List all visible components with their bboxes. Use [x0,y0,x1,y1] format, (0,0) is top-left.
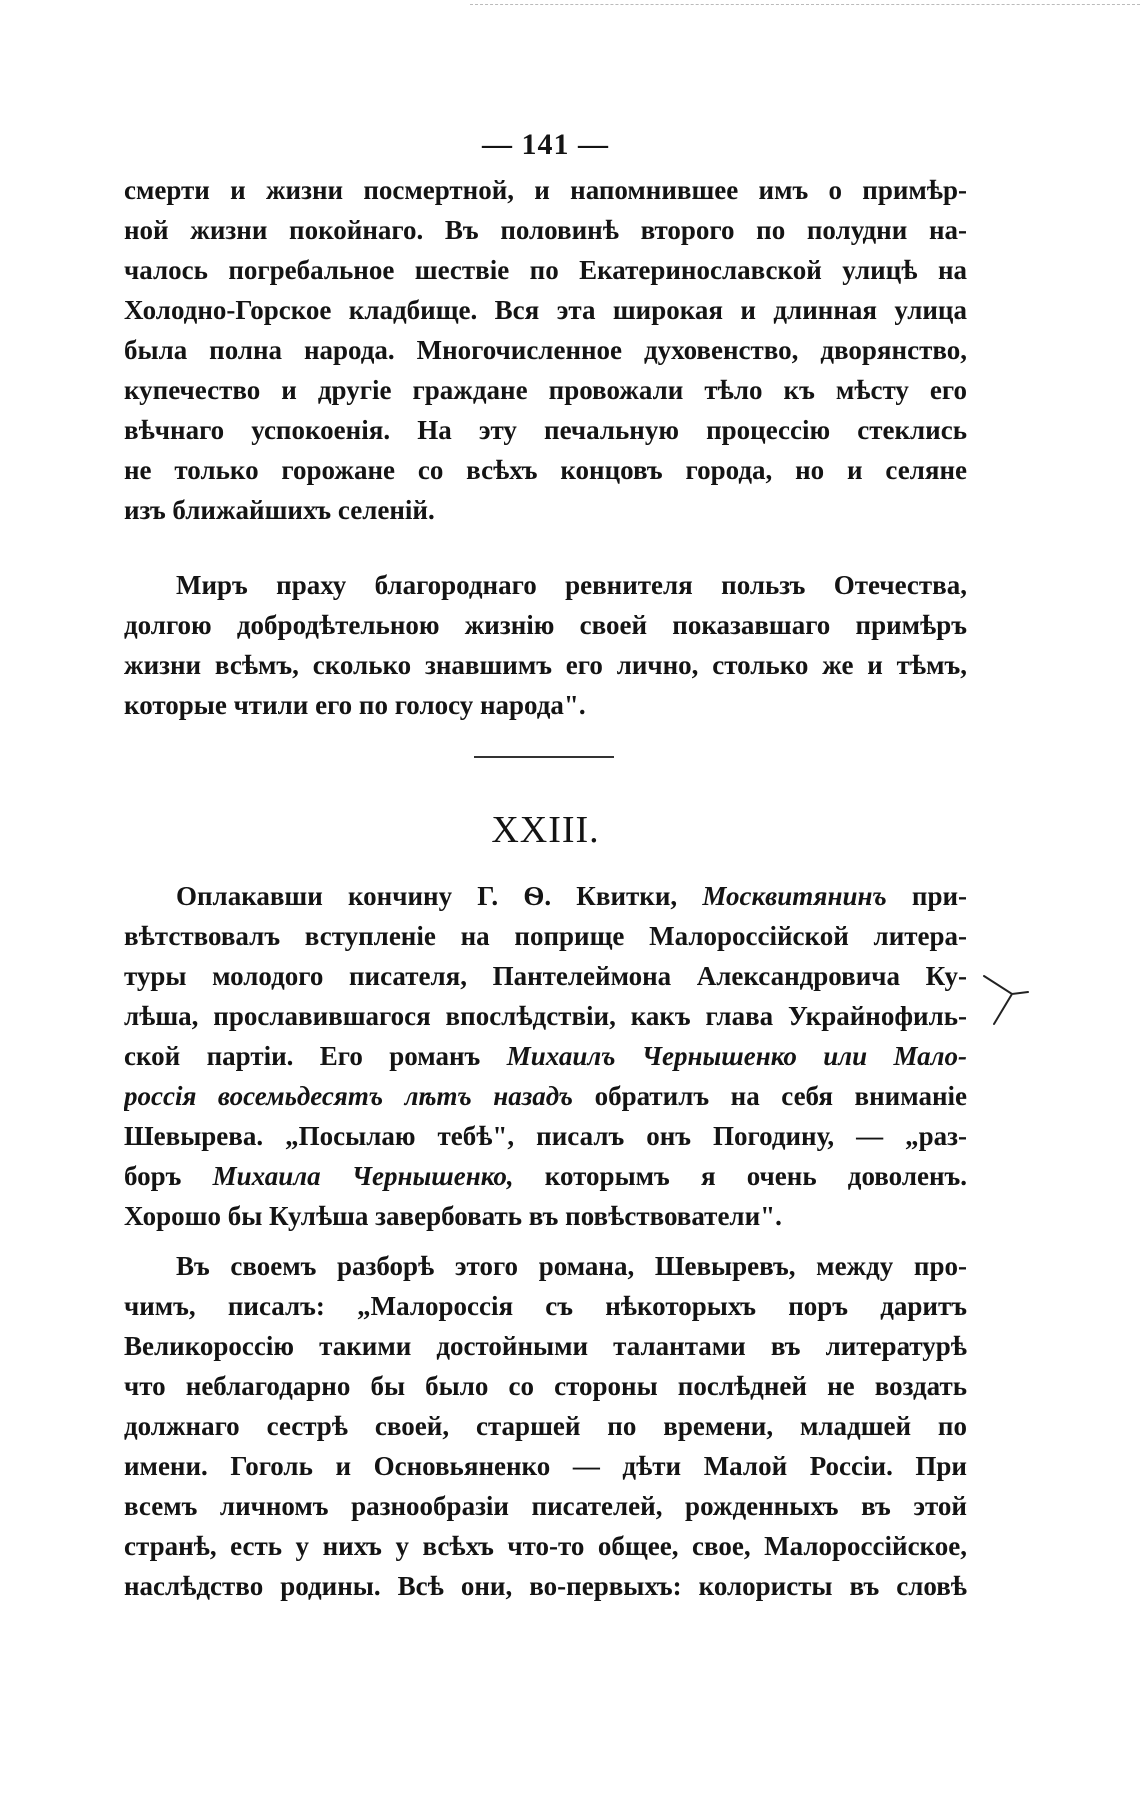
text-run: которымъ я очень доволенъ. [513,1161,967,1191]
text-line: наслѣдство родины. Всѣ они, во-первыхъ: колористы въ словѣ [124,1571,967,1601]
text-line: чимъ, писалъ: „Малороссія съ нѣкоторыхъ поръ даритъ [124,1291,967,1321]
text-line: всемъ личномъ разнообразіи писателей, рожденныхъ въ этой [124,1491,967,1521]
text-line: Миръ праху благороднаго ревнителя пользъ Отечества, [176,570,967,600]
text-line: не только горожане со всѣхъ концовъ города, но и селяне [124,455,967,485]
text-line: изъ ближайшихъ селеній. [124,495,435,525]
italic-title: Михаила Чернышенко, [212,1161,514,1191]
text-line: чалось погребальное шествіе по Екатеринославской улицѣ на [124,255,967,285]
italic-title: Михаилъ Чернышенко или Мало- [506,1041,967,1071]
text-line [124,1076,967,1116]
text-run: боръ [124,1161,213,1191]
text-line: смерти и жизни посмертной, и напомнившее имъ о примѣр- [124,175,967,205]
text-line: которые чтили его по голосу народа". [124,690,586,720]
text-line: лѣша, прославившагося впослѣдствіи, какъ глава Украйнофиль- [124,1001,967,1031]
paragraph-kulish [124,876,967,1236]
text-run: обратилъ на себя вниманіе [573,1081,967,1111]
text-line: должнаго сестрѣ своей, старшей по времени, младшей по [124,1411,967,1441]
margin-pencil-mark-icon [982,972,1030,1028]
text-line [124,876,967,916]
text-run: ской партіи. Его романъ [124,1041,507,1071]
text-line: жизни всѣмъ, сколько знавшимъ его лично, столько же и тѣмъ, [124,650,967,680]
text-line: была полна народа. Многочисленное духовенство, дворянство, [124,335,967,365]
text-run: при- [886,881,967,911]
text-line: ной жизни покойнаго. Въ половинѣ второго по полудни на- [124,215,967,245]
page-number: — 141 — [482,128,609,161]
text-line [124,1036,967,1076]
paragraph-eulogy [124,565,967,725]
text-line: Шевырева. „Посылаю тебѣ", писалъ онъ Погодину, — „раз- [124,1121,967,1151]
book-page [124,0,967,1801]
text-line: Хорошо бы Кулѣша завербовать въ повѣствователи". [124,1201,782,1231]
chapter-heading: XXIII. [491,809,600,851]
section-divider [474,756,614,758]
text-line: вѣчнаго успокоенія. На эту печальную процессію стеклись [124,415,967,445]
text-line: Холодно-Горское кладбище. Вся эта широкая и длинная улица [124,295,967,325]
text-line: Въ своемъ разборѣ этого романа, Шевыревъ, между про- [176,1251,967,1281]
italic-title: Москвитянинъ [702,881,887,911]
italic-title: россія восемьдесятъ лѣтъ назадъ [124,1081,574,1111]
text-line [124,1156,967,1196]
text-line: купечество и другіе граждане провожали тѣло къ мѣсту его [124,375,967,405]
text-line: странѣ, есть у нихъ у всѣхъ что-то общее, свое, Малороссійское, [124,1531,967,1561]
text-line: туры молодого писателя, Пантелеймона Александровича Ку- [124,961,967,991]
text-line: что неблагодарно бы было со стороны послѣдней не воздать [124,1371,967,1401]
paragraph-shevyrev [124,1246,967,1606]
text-run: Оплакавши кончину Г. Ѳ. Квитки, [176,881,703,911]
text-line: долгою добродѣтельною жизнію своей показавшаго примѣръ [124,610,967,640]
paragraph-funeral [124,170,967,530]
text-line: Великороссію такими достойными талантами въ литературѣ [124,1331,967,1361]
text-line: вѣтствовалъ вступленіе на поприще Малороссійской литера- [124,921,967,951]
text-line: имени. Гоголь и Основьяненко — дѣти Малой Россіи. При [124,1451,967,1481]
